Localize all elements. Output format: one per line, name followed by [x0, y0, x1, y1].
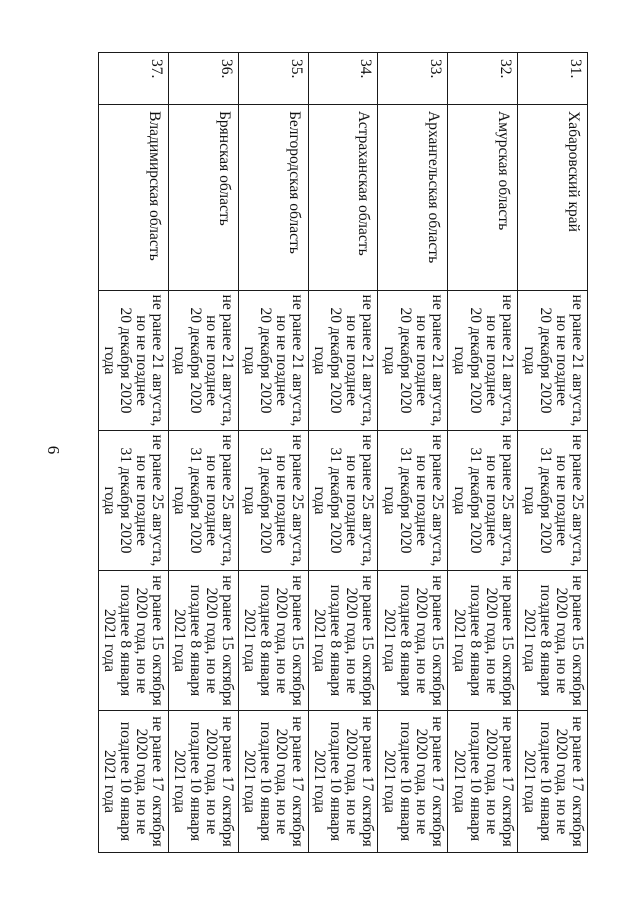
date-range-2: [99, 431, 169, 571]
date-range-4: [448, 711, 518, 853]
region-name: Хабаровский край: [518, 105, 588, 291]
line: не ранее 17 октября: [359, 716, 377, 847]
line: 20 декабря 2020 года: [311, 307, 345, 414]
line: не ранее 21 августа,: [498, 294, 516, 427]
line: 2021 года: [311, 609, 329, 672]
line: 2020 года, но не: [343, 728, 361, 835]
date-range-4: [378, 711, 448, 853]
line: не ранее 21 августа,: [289, 294, 307, 427]
date-range-1: [238, 291, 308, 431]
line: 20 декабря 2020 года: [241, 307, 275, 414]
line: не ранее 17 октября: [568, 716, 586, 847]
date-range-3: [238, 571, 308, 711]
line: не ранее 25 августа,: [219, 434, 237, 567]
line: 2021 года: [171, 609, 189, 672]
date-range-1: [168, 291, 238, 431]
row-number: 34.: [308, 53, 378, 105]
line: не ранее 25 августа,: [359, 434, 377, 567]
line: позднее 8 января: [257, 584, 275, 697]
table-row: [378, 53, 448, 853]
line: но не позднее: [343, 455, 361, 546]
line: 2021 года: [311, 750, 329, 813]
line: позднее 8 января: [117, 584, 135, 697]
row-number: 35.: [238, 53, 308, 105]
date-range-2: [378, 431, 448, 571]
line: позднее 8 января: [536, 584, 554, 697]
line: но не позднее: [552, 455, 570, 546]
line: позднее 10 января: [466, 721, 484, 842]
region-name: Брянская область: [168, 105, 238, 291]
line: 20 декабря 2020 года: [101, 307, 135, 414]
region-name: Амурская область: [448, 105, 518, 291]
line: не ранее 17 октября: [289, 716, 307, 847]
line: позднее 10 января: [257, 721, 275, 842]
table-row: [518, 53, 588, 853]
line: не ранее 15 октября: [289, 575, 307, 706]
table-row: [308, 53, 378, 853]
table-row: [448, 53, 518, 853]
line: позднее 10 января: [536, 721, 554, 842]
date-range-4: [518, 711, 588, 853]
line: не ранее 25 августа,: [289, 434, 307, 567]
line: 2020 года, но не: [133, 587, 151, 694]
rotated-table-container: [98, 52, 588, 852]
table-body: [99, 53, 588, 853]
date-range-1: [99, 291, 169, 431]
date-range-3: [99, 571, 169, 711]
line: не ранее 21 августа,: [428, 294, 446, 427]
region-name: Владимирская область: [99, 105, 169, 291]
line: но не позднее: [482, 455, 500, 546]
line: не ранее 21 августа,: [359, 294, 377, 427]
date-range-1: [378, 291, 448, 431]
line: позднее 8 января: [466, 584, 484, 697]
line: 2020 года, но не: [552, 587, 570, 694]
line: 2020 года, но не: [133, 728, 151, 835]
line: позднее 10 января: [327, 721, 345, 842]
date-range-1: [448, 291, 518, 431]
schedule-table: [98, 52, 588, 853]
line: 2021 года: [450, 750, 468, 813]
line: позднее 10 января: [396, 721, 414, 842]
date-range-3: [518, 571, 588, 711]
line: позднее 10 января: [117, 721, 135, 842]
line: не ранее 25 августа,: [568, 434, 586, 567]
line: 31 декабря 2020 года: [520, 447, 554, 554]
line: не ранее 15 октября: [149, 575, 167, 706]
line: но не позднее: [203, 315, 221, 406]
line: но не позднее: [412, 455, 430, 546]
line: не ранее 25 августа,: [498, 434, 516, 567]
line: 2021 года: [101, 750, 119, 813]
line: но не позднее: [482, 315, 500, 406]
line: не ранее 21 августа,: [568, 294, 586, 427]
line: 2020 года, но не: [203, 587, 221, 694]
line: позднее 10 января: [187, 721, 205, 842]
line: но не позднее: [552, 315, 570, 406]
line: не ранее 15 октября: [498, 575, 516, 706]
row-number: 33.: [378, 53, 448, 105]
date-range-1: [518, 291, 588, 431]
line: 2021 года: [241, 750, 259, 813]
date-range-2: [448, 431, 518, 571]
row-number: 32.: [448, 53, 518, 105]
row-number: 36.: [168, 53, 238, 105]
date-range-1: [308, 291, 378, 431]
line: но не позднее: [133, 455, 151, 546]
date-range-4: [168, 711, 238, 853]
date-range-4: [238, 711, 308, 853]
line: 31 декабря 2020 года: [450, 447, 484, 554]
line: не ранее 15 октября: [359, 575, 377, 706]
table-row: [168, 53, 238, 853]
line: 2020 года, но не: [273, 728, 291, 835]
line: не ранее 21 августа,: [149, 294, 167, 427]
date-range-2: [518, 431, 588, 571]
date-range-4: [99, 711, 169, 853]
line: 2020 года, но не: [412, 728, 430, 835]
date-range-2: [308, 431, 378, 571]
date-range-3: [168, 571, 238, 711]
line: не ранее 25 августа,: [428, 434, 446, 567]
date-range-3: [308, 571, 378, 711]
line: 2020 года, но не: [482, 728, 500, 835]
line: не ранее 17 октября: [428, 716, 446, 847]
line: 2020 года, но не: [273, 587, 291, 694]
date-range-4: [308, 711, 378, 853]
line: не ранее 15 октября: [428, 575, 446, 706]
row-number: 31.: [518, 53, 588, 105]
line: 31 декабря 2020 года: [241, 447, 275, 554]
region-name: Астраханская область: [308, 105, 378, 291]
region-name: Архангельская область: [378, 105, 448, 291]
line: 2021 года: [380, 750, 398, 813]
line: но не позднее: [273, 455, 291, 546]
line: 2020 года, но не: [343, 587, 361, 694]
line: 2021 года: [380, 609, 398, 672]
line: 31 декабря 2020 года: [311, 447, 345, 554]
line: 2021 года: [171, 750, 189, 813]
line: но не позднее: [412, 315, 430, 406]
line: 2020 года, но не: [482, 587, 500, 694]
line: 20 декабря 2020 года: [171, 307, 205, 414]
line: позднее 8 января: [396, 584, 414, 697]
line: но не позднее: [203, 455, 221, 546]
line: 2020 года, но не: [203, 728, 221, 835]
line: 2021 года: [241, 609, 259, 672]
line: 2020 года, но не: [412, 587, 430, 694]
date-range-2: [238, 431, 308, 571]
line: не ранее 17 октября: [149, 716, 167, 847]
line: не ранее 15 октября: [219, 575, 237, 706]
date-range-3: [378, 571, 448, 711]
line: 2021 года: [450, 609, 468, 672]
line: не ранее 25 августа,: [149, 434, 167, 567]
line: 2021 года: [520, 609, 538, 672]
table-row: [99, 53, 169, 853]
page-number: 6: [44, 445, 63, 455]
line: не ранее 17 октября: [219, 716, 237, 847]
line: 31 декабря 2020 года: [380, 447, 414, 554]
region-name: Белгородская область: [238, 105, 308, 291]
line: позднее 8 января: [327, 584, 345, 697]
line: 31 декабря 2020 года: [101, 447, 135, 554]
line: 2021 года: [520, 750, 538, 813]
date-range-3: [448, 571, 518, 711]
line: не ранее 15 октября: [568, 575, 586, 706]
date-range-2: [168, 431, 238, 571]
line: 2021 года: [101, 609, 119, 672]
line: 20 декабря 2020 года: [380, 307, 414, 414]
line: 2020 года, но не: [552, 728, 570, 835]
line: но не позднее: [273, 315, 291, 406]
line: но не позднее: [133, 315, 151, 406]
row-number: 37.: [99, 53, 169, 105]
line: 20 декабря 2020 года: [520, 307, 554, 414]
line: позднее 8 января: [187, 584, 205, 697]
line: 31 декабря 2020 года: [171, 447, 205, 554]
line: не ранее 21 августа,: [219, 294, 237, 427]
line: 20 декабря 2020 года: [450, 307, 484, 414]
line: но не позднее: [343, 315, 361, 406]
line: не ранее 17 октября: [498, 716, 516, 847]
table-row: [238, 53, 308, 853]
